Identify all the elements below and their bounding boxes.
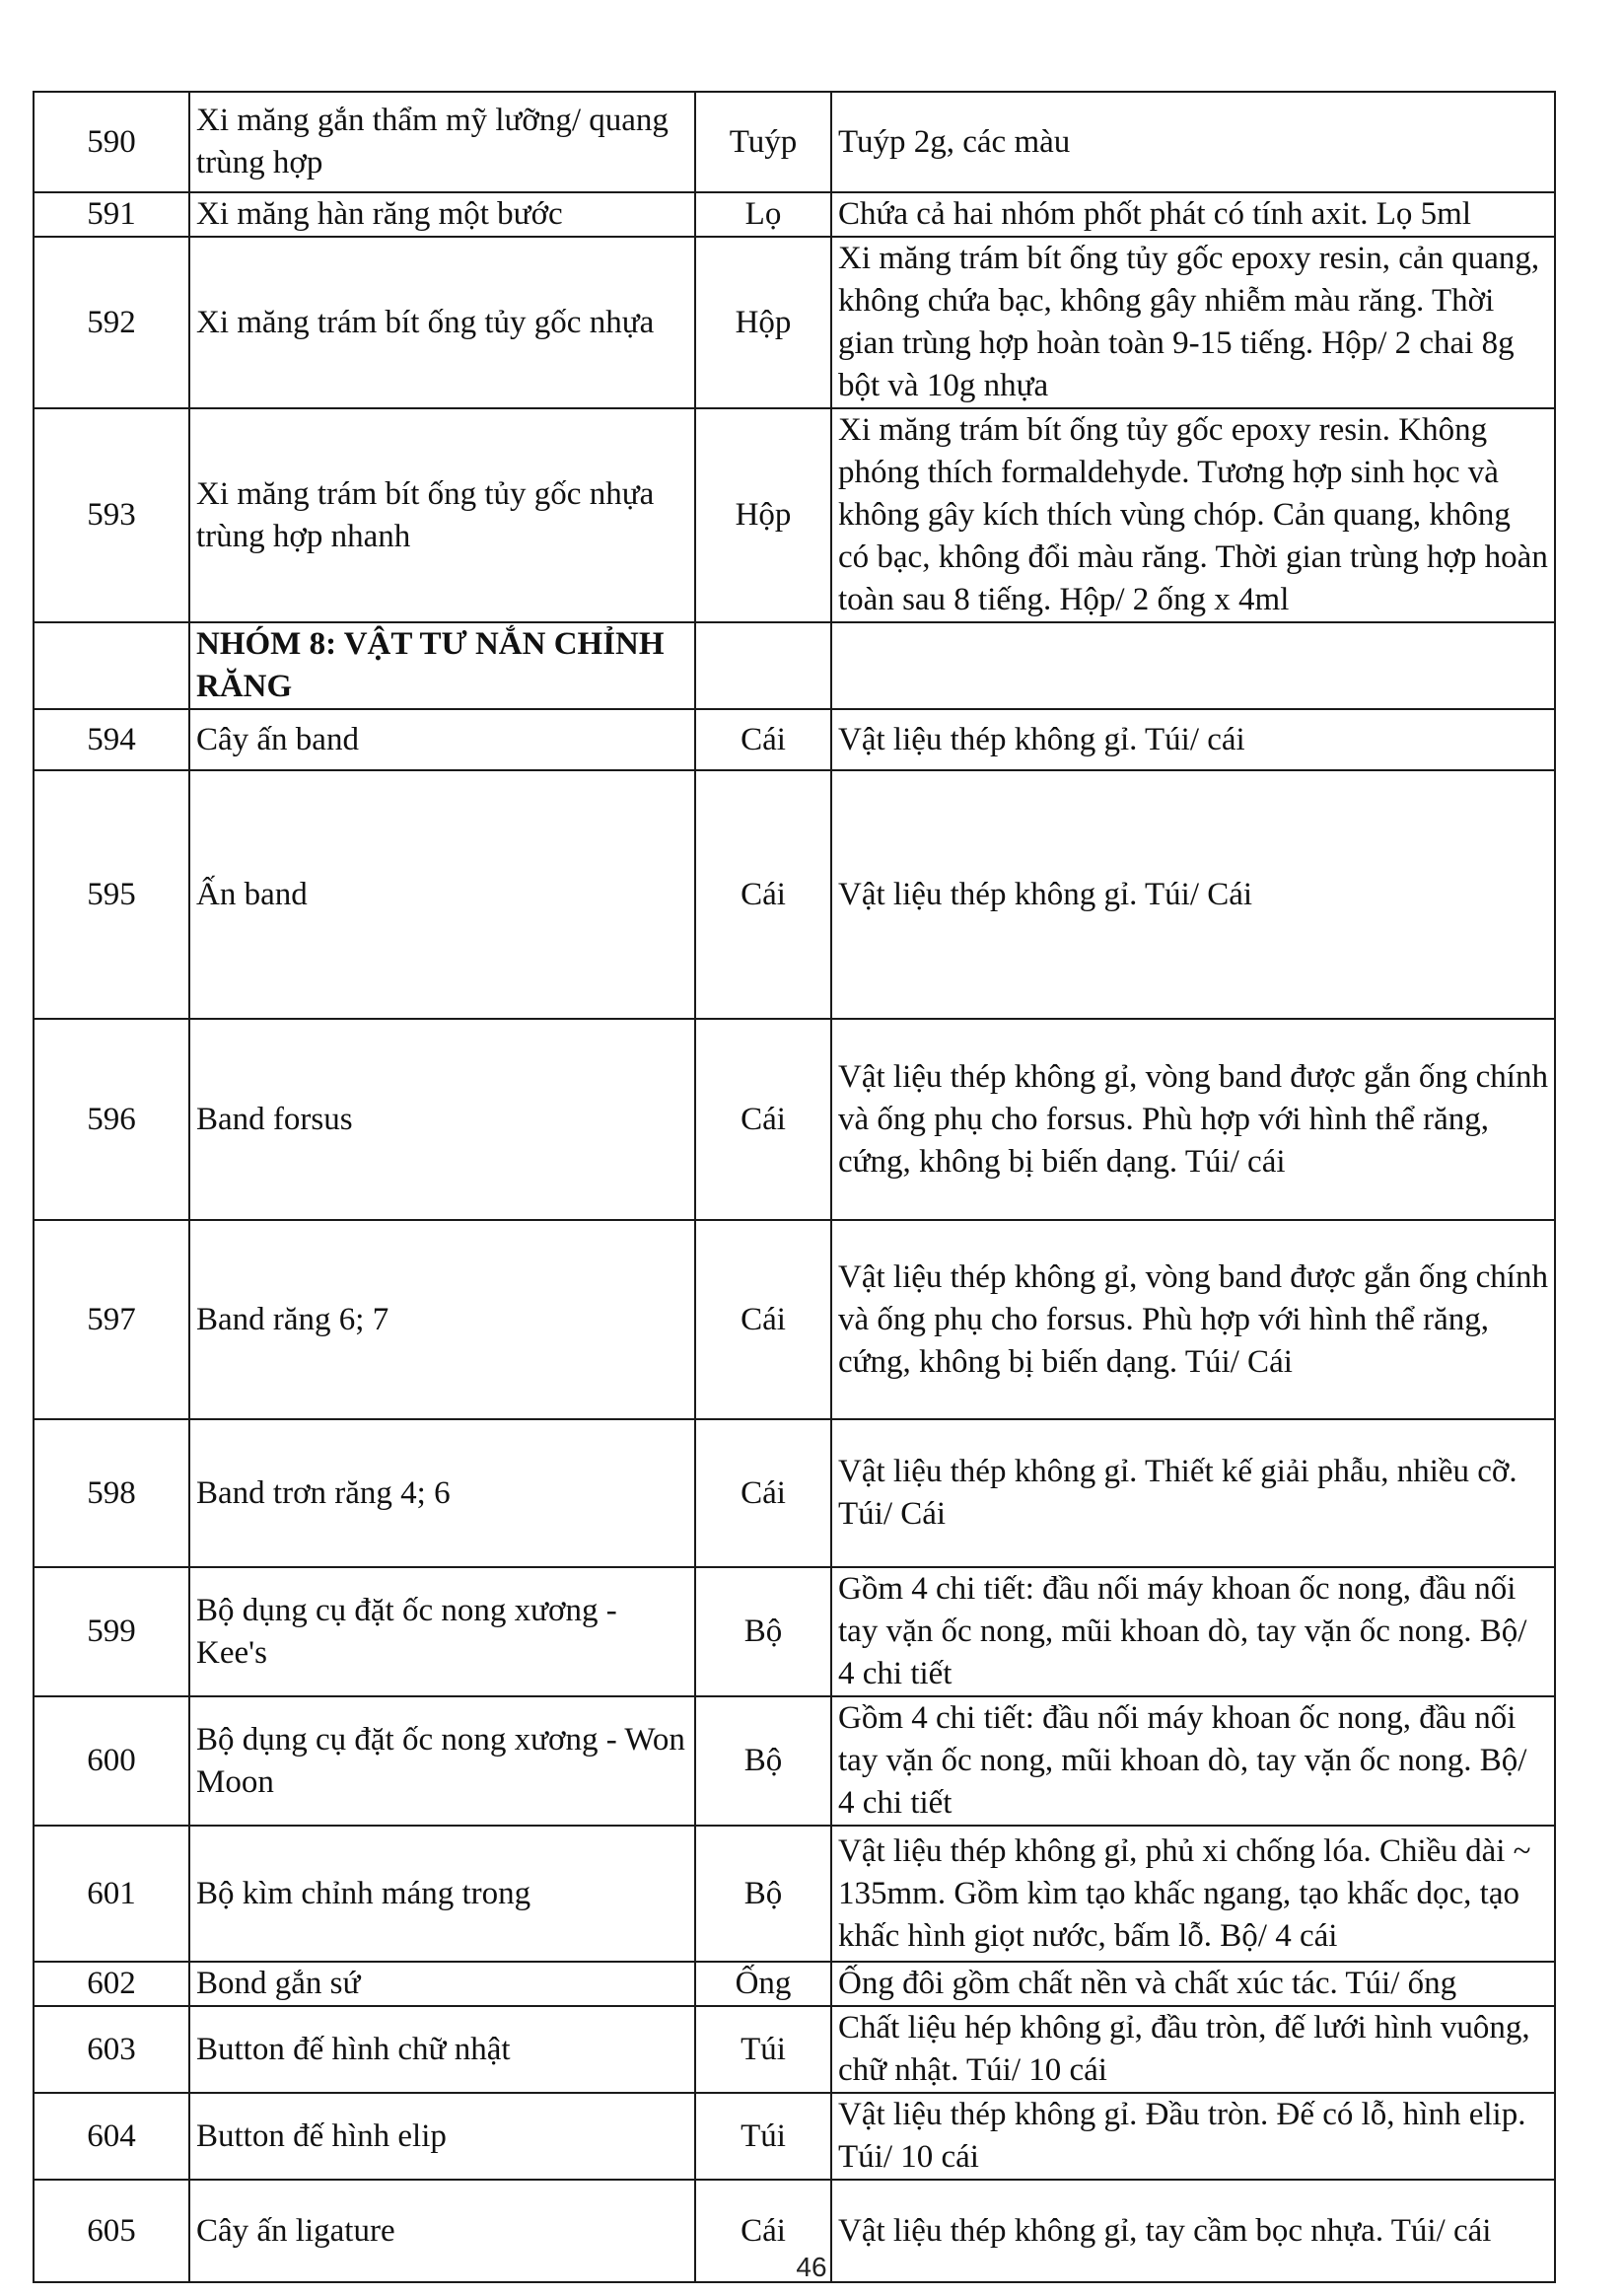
item-name: Xi măng gắn thẩm mỹ lưỡng/ quang trùng hợp <box>189 92 695 192</box>
item-unit: Cái <box>695 1220 831 1419</box>
item-unit: Tuýp <box>695 92 831 192</box>
table-row <box>34 709 1555 770</box>
item-unit: Lọ <box>695 192 831 237</box>
item-name: Bộ kìm chỉnh máng trong <box>189 1826 695 1962</box>
row-number: 596 <box>34 1019 189 1220</box>
table-row <box>34 92 1555 192</box>
item-name: Cây ấn band <box>189 709 695 770</box>
item-description: Ống đôi gồm chất nền và chất xúc tác. Túi/ ống <box>831 1962 1555 2006</box>
table-row <box>34 1019 1555 1220</box>
row-number: 593 <box>34 408 189 622</box>
item-name: Band trơn răng 4; 6 <box>189 1419 695 1567</box>
row-number: 601 <box>34 1826 189 1962</box>
item-description: Tuýp 2g, các màu <box>831 92 1555 192</box>
item-name: Band forsus <box>189 1019 695 1220</box>
item-unit: Hộp <box>695 237 831 408</box>
item-unit: Cái <box>695 709 831 770</box>
item-unit: Cái <box>695 770 831 1019</box>
item-description: Chất liệu hép không gỉ, đầu tròn, đế lưới hình vuông, chữ nhật. Túi/ 10 cái <box>831 2006 1555 2093</box>
item-name: Bộ dụng cụ đặt ốc nong xương - Won Moon <box>189 1696 695 1826</box>
item-name: Band răng 6; 7 <box>189 1220 695 1419</box>
item-unit: Bộ <box>695 1826 831 1962</box>
item-name: Xi măng hàn răng một bước <box>189 192 695 237</box>
item-unit: Bộ <box>695 1567 831 1696</box>
row-number: 600 <box>34 1696 189 1826</box>
page-number: 46 <box>796 2252 827 2282</box>
item-description: Vật liệu thép không gỉ, tay cầm bọc nhựa. Túi/ cái <box>831 2180 1555 2282</box>
row-number: 592 <box>34 237 189 408</box>
item-description: Vật liệu thép không gỉ, vòng band được gắn ống chính và ống phụ cho forsus. Phù hợp với hình thể răng, cứng, không bị biến dạng. Túi/ Cái <box>831 1220 1555 1419</box>
item-unit: Túi <box>695 2093 831 2180</box>
row-number: 605 <box>34 2180 189 2282</box>
table-row <box>34 1567 1555 1696</box>
item-description: Vật liệu thép không gỉ, vòng band được gắn ống chính và ống phụ cho forsus. Phù hợp với hình thể răng, cứng, không bị biến dạng. Túi/ cái <box>831 1019 1555 1220</box>
row-number: 594 <box>34 709 189 770</box>
item-description: Xi măng trám bít ống tủy gốc epoxy resin. Không phóng thích formaldehyde. Tương hợp sinh học và không gây kích thích vùng chóp. Cản quang, không có bạc, không đổi màu răng. Thời gian trùng hợp hoàn toàn sau 8 tiếng. Hộp/ 2 ống x 4ml <box>831 408 1555 622</box>
item-description: Vật liệu thép không gỉ. Túi/ cái <box>831 709 1555 770</box>
item-unit: Cái <box>695 1419 831 1567</box>
item-name: Xi măng trám bít ống tủy gốc nhựa trùng hợp nhanh <box>189 408 695 622</box>
row-number: 595 <box>34 770 189 1019</box>
item-unit: Cái <box>695 1019 831 1220</box>
row-number: 590 <box>34 92 189 192</box>
item-unit: Cái <box>695 2180 831 2282</box>
item-description: Vật liệu thép không gỉ, phủ xi chống lóa. Chiều dài ~ 135mm. Gồm kìm tạo khấc ngang, tạo khấc dọc, tạo khấc hình giọt nước, bấm lỗ. Bộ/ 4 cái <box>831 1826 1555 1962</box>
row-number: 591 <box>34 192 189 237</box>
item-unit: Ống <box>695 1962 831 2006</box>
row-number: 603 <box>34 2006 189 2093</box>
item-description: Vật liệu thép không gỉ. Túi/ Cái <box>831 770 1555 1019</box>
row-number: 598 <box>34 1419 189 1567</box>
group-title: NHÓM 8: VẬT TƯ NẮN CHỈNH RĂNG <box>189 622 695 709</box>
group-row <box>34 622 1555 709</box>
item-description: Xi măng trám bít ống tủy gốc epoxy resin, cản quang, không chứa bạc, không gây nhiễm màu răng. Thời gian trùng hợp hoàn toàn 9-15 tiếng. Hộp/ 2 chai 8g bột và 10g nhựa <box>831 237 1555 408</box>
item-name: Xi măng trám bít ống tủy gốc nhựa <box>189 237 695 408</box>
table-row <box>34 1826 1555 1962</box>
row-number: 602 <box>34 1962 189 2006</box>
item-name: Ấn band <box>189 770 695 1019</box>
item-description: Vật liệu thép không gỉ. Thiết kế giải phẫu, nhiều cỡ. Túi/ Cái <box>831 1419 1555 1567</box>
item-unit: Túi <box>695 2006 831 2093</box>
item-name: Bond gắn sứ <box>189 1962 695 2006</box>
table-row <box>34 2093 1555 2180</box>
table-row <box>34 1220 1555 1419</box>
item-description: Gồm 4 chi tiết: đầu nối máy khoan ốc nong, đầu nối tay vặn ốc nong, mũi khoan dò, tay vặn ốc nong. Bộ/ 4 chi tiết <box>831 1696 1555 1826</box>
item-unit: Bộ <box>695 1696 831 1826</box>
row-number <box>34 622 189 709</box>
item-unit: Hộp <box>695 408 831 622</box>
item-name: Cây ấn ligature <box>189 2180 695 2282</box>
table-row <box>34 2006 1555 2093</box>
item-name: Button đế hình chữ nhật <box>189 2006 695 2093</box>
table-row <box>34 1962 1555 2006</box>
item-description <box>831 622 1555 709</box>
table-row <box>34 237 1555 408</box>
item-description: Gồm 4 chi tiết: đầu nối máy khoan ốc nong, đầu nối tay vặn ốc nong, mũi khoan dò, tay vặn ốc nong. Bộ/ 4 chi tiết <box>831 1567 1555 1696</box>
row-number: 599 <box>34 1567 189 1696</box>
table-row <box>34 192 1555 237</box>
item-name: Button đế hình elip <box>189 2093 695 2180</box>
supplies-table-body <box>34 92 1555 2282</box>
row-number: 597 <box>34 1220 189 1419</box>
item-name: Bộ dụng cụ đặt ốc nong xương - Kee's <box>189 1567 695 1696</box>
table-row <box>34 1696 1555 1826</box>
item-description: Chứa cả hai nhóm phốt phát có tính axit. Lọ 5ml <box>831 192 1555 237</box>
table-row <box>34 1419 1555 1567</box>
table-row <box>34 770 1555 1019</box>
table-row <box>34 408 1555 622</box>
item-unit <box>695 622 831 709</box>
item-description: Vật liệu thép không gỉ. Đầu tròn. Đế có lỗ, hình elip. Túi/ 10 cái <box>831 2093 1555 2180</box>
supplies-table <box>33 91 1556 2283</box>
row-number: 604 <box>34 2093 189 2180</box>
